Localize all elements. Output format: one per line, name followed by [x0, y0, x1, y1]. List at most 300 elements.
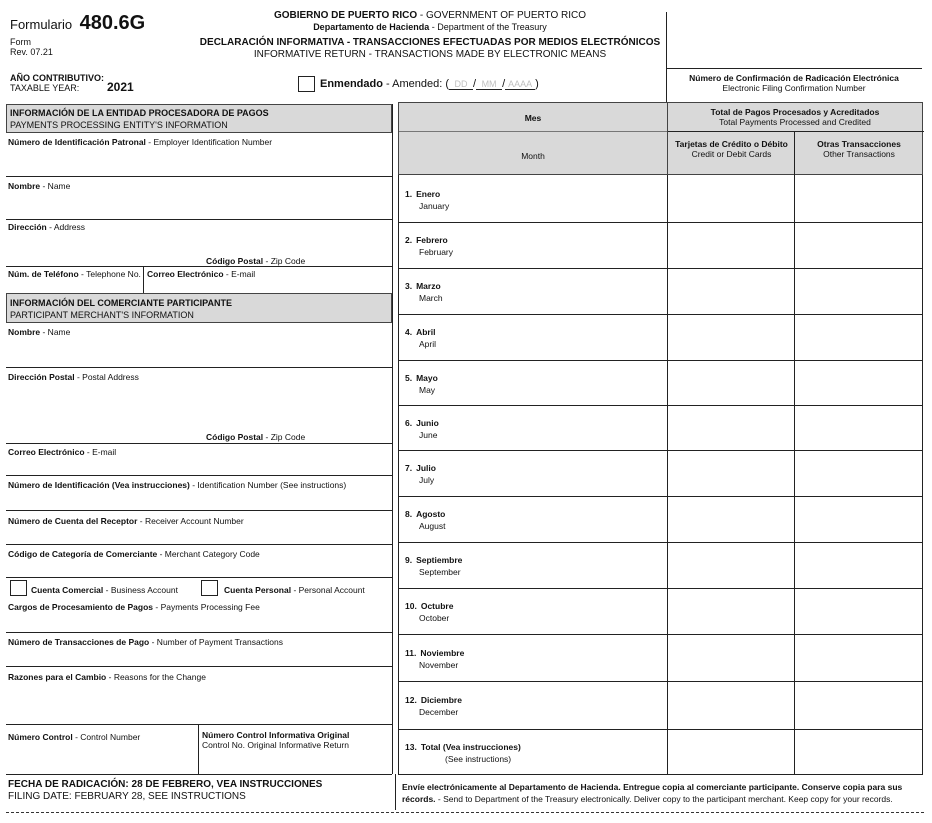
rule: [6, 443, 392, 444]
month-number: 2.: [405, 235, 413, 245]
send-es: Envíe electrónicamente al Departamento de Hacienda. Entregue copia al comerciante participante. Conserve copia para sus récords.: [402, 782, 903, 804]
merchant-postal-input[interactable]: [8, 384, 388, 428]
month-es: Enero: [416, 188, 441, 199]
total-en: Total Payments Processed and Credited: [719, 117, 871, 127]
personal-account-label: [224, 585, 365, 595]
other-amount-cell: [795, 406, 921, 449]
month-es: Junio: [416, 417, 439, 428]
month-number: 11.: [405, 647, 417, 658]
month-es: Total (Vea instrucciones): [420, 741, 521, 752]
month-name-es: [405, 372, 438, 384]
total-header-cell: [667, 102, 923, 175]
row-rule: [398, 542, 923, 543]
mes-label: Mes: [524, 113, 542, 123]
other-amount-input[interactable]: [795, 406, 921, 449]
merchant-id-input[interactable]: [8, 492, 388, 508]
month-name-es: [405, 326, 436, 338]
other-amount-input[interactable]: [795, 589, 921, 633]
month-number: 6.: [405, 417, 413, 428]
merchant-email-label: [8, 447, 116, 457]
p-zip-es: Código Postal: [206, 256, 264, 266]
merchant-title-en: PARTICIPANT MERCHANT'S INFORMATION: [10, 310, 194, 320]
merchant-postal-label: [8, 372, 139, 382]
processor-section-header: [6, 104, 392, 133]
month-en: February: [419, 247, 454, 257]
cards-amount-input[interactable]: [668, 730, 793, 773]
month-row: [398, 681, 923, 729]
rule: [6, 544, 392, 545]
receiver-account-label: [8, 516, 244, 526]
ein-input[interactable]: [8, 150, 388, 174]
total-header-rule: [668, 131, 924, 132]
month-number: 8.: [405, 509, 413, 519]
ntrans-en: - Number of Payment Transactions: [149, 637, 283, 647]
month-es: Noviembre: [420, 647, 465, 658]
processor-name-input[interactable]: [8, 193, 388, 217]
processing-fee-label: [8, 602, 260, 612]
month-name-es: [405, 417, 439, 429]
month-name-es: [405, 741, 521, 753]
other-amount-cell: [795, 315, 921, 359]
cards-label: [668, 139, 795, 159]
cards-amount-cell: [668, 223, 793, 267]
control-divider: [198, 724, 199, 774]
month-row: [398, 360, 923, 405]
confirm-en: Electronic Filing Confirmation Number: [722, 83, 866, 93]
m-email-es: Correo Electrónico: [8, 447, 85, 457]
reasons-es: Razones para el Cambio: [8, 672, 107, 682]
phone-email-divider: [143, 266, 144, 293]
cards-amount-cell: [668, 543, 793, 587]
p-name-en: - Name: [40, 181, 71, 191]
month-es: Marzo: [416, 281, 441, 291]
merchant-id-label: [8, 480, 346, 490]
cards-amount-input[interactable]: [668, 315, 793, 359]
month-number: 4.: [405, 327, 413, 337]
month-number: 12.: [405, 695, 417, 705]
month-label-cell: [405, 417, 439, 441]
merchant-name-input[interactable]: [8, 339, 388, 365]
p-zip-en: - Zip Code: [263, 256, 306, 266]
month-label-cell: [405, 508, 445, 532]
row-rule: [398, 222, 923, 223]
processor-address-input[interactable]: [8, 234, 388, 252]
amended-day[interactable]: DD: [449, 79, 473, 90]
cards-amount-cell: [668, 635, 793, 680]
row-rule: [398, 681, 923, 682]
month-es: Diciembre: [420, 695, 462, 705]
original-control-input[interactable]: [202, 753, 388, 771]
cards-amount-cell: [668, 406, 793, 449]
ein-en: - Employer Identification Number: [145, 137, 273, 147]
p-phone-es: Núm. de Teléfono: [8, 269, 79, 279]
table-right-border: [922, 175, 923, 774]
merchant-title-es: INFORMACIÓN DEL COMERCIANTE PARTICIPANTE: [10, 298, 232, 308]
cards-amount-input[interactable]: [668, 176, 793, 221]
orig-en: Control No. Original Informative Return: [202, 740, 349, 750]
send-instructions: [402, 781, 924, 805]
rule: [6, 774, 392, 775]
control-en: - Control Number: [72, 732, 141, 742]
processor-name-label: [8, 181, 70, 191]
p-name-es: Nombre: [8, 181, 41, 191]
month-header-rule: [399, 131, 668, 132]
other-label: [795, 139, 923, 159]
other-amount-input[interactable]: [795, 635, 921, 680]
month-en: November: [419, 659, 459, 670]
cards-es: Tarjetas de Crédito o Débito: [675, 139, 788, 149]
processor-zip-label: [206, 256, 305, 266]
month-en: July: [419, 475, 435, 485]
other-amount-input[interactable]: [795, 451, 921, 495]
cards-amount-input[interactable]: [668, 451, 793, 495]
month-name-es: [405, 462, 436, 474]
control-number-input[interactable]: [8, 746, 194, 770]
month-label: Month: [521, 151, 545, 161]
rule: [6, 176, 392, 177]
rule: [6, 577, 392, 578]
month-row: [398, 634, 923, 681]
row-rule: [398, 496, 923, 497]
total-label: [668, 107, 922, 127]
business-en: - Business Account: [103, 585, 178, 595]
dept-es: Departamento de Hacienda: [313, 22, 430, 32]
month-number: 7.: [405, 463, 413, 473]
other-amount-input[interactable]: [795, 176, 921, 221]
filing-date: [8, 779, 322, 803]
row-rule: [398, 634, 923, 635]
other-amount-cell: [795, 682, 921, 728]
cards-amount-input[interactable]: [668, 223, 793, 267]
month-row: [398, 222, 923, 268]
other-amount-cell: [795, 543, 921, 587]
month-name-es: [405, 694, 462, 706]
other-amount-cell: [795, 223, 921, 267]
filing-es: FECHA DE RADICACIÓN: 28 DE FEBRERO, VEA INSTRUCCIONES: [8, 779, 323, 790]
amended-checkbox[interactable]: [298, 76, 315, 92]
confirm-es: Número de Confirmación de Radicación Electrónica: [689, 73, 899, 83]
other-en: Other Transactions: [823, 149, 895, 159]
cards-amount-cell: [668, 361, 793, 404]
business-es: Cuenta Comercial: [31, 585, 104, 595]
month-number: 3.: [405, 281, 413, 291]
gov-sep: -: [417, 10, 427, 21]
cards-amount-cell: [668, 589, 793, 633]
title-en: INFORMATIVE RETURN - TRANSACTIONS MADE BY ELECTRONIC MEANS: [253, 49, 607, 60]
month-en: January: [419, 200, 450, 211]
p-email-es: Correo Electrónico: [147, 269, 224, 279]
dept-en: - Department of the Treasury: [429, 22, 547, 32]
other-amount-input[interactable]: [795, 269, 921, 313]
month-row: [398, 314, 923, 360]
cards-amount-input[interactable]: [668, 635, 793, 680]
confirmation-number-input[interactable]: [670, 20, 918, 64]
merchant-name-label: [8, 327, 70, 337]
gov-es: GOBIERNO DE PUERTO RICO: [273, 10, 418, 21]
row-rule: [398, 314, 923, 315]
cards-amount-input[interactable]: [668, 682, 793, 728]
title-es: DECLARACIÓN INFORMATIVA - TRANSACCIONES EFECTUADAS POR MEDIOS ELECTRÓNICOS: [199, 37, 661, 48]
row-rule: [398, 268, 923, 269]
business-account-label: [31, 585, 178, 595]
control-es: Número Control: [8, 732, 73, 742]
merchant-zip-label: [206, 432, 305, 442]
cards-amount-cell: [668, 682, 793, 728]
panel-divider-lower: [395, 774, 396, 810]
month-label-cell: [405, 554, 462, 578]
processor-email-input[interactable]: [147, 280, 387, 292]
month-row: [398, 588, 923, 634]
amended-slash-1: /: [473, 78, 477, 90]
cards-amount-input[interactable]: [668, 543, 793, 587]
m-name-es: Nombre: [8, 327, 41, 337]
m-zip-en: - Zip Code: [263, 432, 306, 442]
cards-en: Credit or Debit Cards: [691, 149, 772, 159]
rule: [6, 475, 392, 476]
personal-en: - Personal Account: [291, 585, 365, 595]
other-amount-input[interactable]: [795, 543, 921, 587]
table-left-border: [398, 175, 399, 774]
rule: [6, 219, 392, 220]
month-en: August: [419, 521, 446, 531]
amended-es: Enmendado: [320, 78, 383, 90]
cards-amount-input[interactable]: [668, 406, 793, 449]
m-id-en: - Identification Number (See instructions): [189, 480, 347, 490]
m-postal-es: Dirección Postal: [8, 372, 75, 382]
ein-es: Número de Identificación Patronal: [8, 137, 146, 147]
other-amount-input[interactable]: [795, 223, 921, 267]
original-control-label: [202, 730, 349, 750]
month-en: March: [419, 293, 443, 303]
fee-en: - Payments Processing Fee: [153, 602, 260, 612]
month-en: May: [419, 384, 436, 395]
month-en: October: [419, 613, 450, 623]
month-row: [398, 729, 923, 774]
m-zip-es: Código Postal: [206, 432, 264, 442]
control-number-label: [8, 732, 140, 742]
business-account-checkbox[interactable]: [10, 580, 27, 596]
other-amount-input[interactable]: [795, 361, 921, 404]
merchant-email-input[interactable]: [8, 459, 388, 473]
table-bottom-border: [398, 774, 923, 775]
month-row: [398, 542, 923, 588]
cards-amount-input[interactable]: [668, 589, 793, 633]
month-name-es: [405, 600, 453, 612]
other-amount-cell: [795, 176, 921, 221]
month-label-cell: [405, 372, 438, 396]
month-header-cell: [398, 102, 667, 175]
month-en: June: [419, 429, 438, 440]
rule: [6, 510, 392, 511]
p-address-en: - Address: [46, 222, 86, 232]
cards-amount-cell: [668, 176, 793, 221]
reasons-en: - Reasons for the Change: [106, 672, 206, 682]
amended-month[interactable]: MM: [476, 79, 502, 90]
month-name-es: [405, 554, 462, 566]
other-amount-input[interactable]: [795, 730, 921, 773]
p-address-es: Dirección: [8, 222, 47, 232]
fee-es: Cargos de Procesamiento de Pagos: [8, 602, 154, 612]
other-amount-input[interactable]: [795, 682, 921, 728]
form-label-en: Form: [10, 37, 31, 47]
month-es: Julio: [416, 463, 436, 473]
cards-amount-cell: [668, 451, 793, 495]
cards-amount-cell: [668, 269, 793, 313]
month-name-es: [405, 508, 445, 520]
amended-label: [320, 78, 539, 90]
m-email-en: - E-mail: [84, 447, 117, 457]
amended-en: - Amended: (: [382, 78, 449, 90]
other-amount-cell: [795, 269, 921, 313]
month-number: 1.: [405, 188, 413, 199]
receiver-account-input[interactable]: [8, 528, 388, 542]
cards-amount-cell: [668, 497, 793, 541]
month-number: 10.: [405, 601, 417, 611]
cards-amount-input[interactable]: [668, 269, 793, 313]
other-amount-input[interactable]: [795, 497, 921, 541]
filing-en: FILING DATE: FEBRUARY 28, SEE INSTRUCTIONS: [8, 791, 246, 802]
rule: [6, 266, 392, 267]
cards-amount-input[interactable]: [668, 497, 793, 541]
month-label-cell: [405, 280, 443, 304]
month-number: 9.: [405, 555, 413, 565]
month-label-cell: [405, 188, 449, 212]
processor-email-label: [147, 269, 255, 279]
month-number: 13.: [405, 741, 417, 752]
send-en: - Send to Department of the Treasury electronically. Deliver copy to the participant merchant. Keep copy for your records.: [435, 794, 893, 804]
cat-en: - Merchant Category Code: [157, 549, 260, 559]
cut-line: [6, 812, 924, 813]
amended-year[interactable]: AAAA: [505, 79, 535, 90]
amended-slash-2: /: [502, 78, 506, 90]
other-es: Otras Transacciones: [817, 139, 901, 149]
other-amount-cell: [795, 497, 921, 541]
orig-es: Número Control Informativa Original: [202, 730, 350, 740]
m-postal-en: - Postal Address: [74, 372, 139, 382]
row-rule: [398, 450, 923, 451]
month-label-cell: [405, 741, 521, 765]
other-amount-cell: [795, 589, 921, 633]
merchant-category-input[interactable]: [8, 561, 388, 575]
tax-year-value: 2021: [107, 80, 134, 94]
processor-address-label: [8, 222, 85, 232]
month-row: [398, 268, 923, 314]
tax-year-en: TAXABLE YEAR:: [10, 83, 80, 93]
table-col-1-border: [667, 175, 668, 774]
processor-phone-input[interactable]: [8, 280, 140, 292]
form-id: [10, 12, 145, 35]
ein-label: [8, 137, 272, 147]
cat-es: Código de Categoría de Comerciante: [8, 549, 158, 559]
reasons-input[interactable]: [8, 684, 388, 722]
month-name-es: [405, 280, 443, 292]
month-en: December: [419, 707, 459, 717]
month-label-cell: [405, 694, 462, 718]
tax-year-label: [10, 73, 104, 93]
rule: [6, 666, 392, 667]
month-label-cell: [405, 647, 464, 671]
p-email-en: - E-mail: [223, 269, 256, 279]
merchant-section-header: [6, 293, 392, 323]
tax-year-es: AÑO CONTRIBUTIVO:: [10, 73, 104, 83]
num-transactions-label: [8, 637, 283, 647]
other-amount-input[interactable]: [795, 315, 921, 359]
month-en: (See instructions): [445, 753, 512, 764]
month-label-cell: [405, 234, 453, 258]
month-label-cell: [405, 326, 436, 350]
month-row: [398, 450, 923, 496]
month-es: Septiembre: [416, 555, 463, 565]
total-es: Total de Pagos Procesados y Acreditados: [710, 107, 880, 117]
month-en: September: [419, 567, 461, 577]
rule: [6, 367, 392, 368]
amended-close: ): [535, 78, 539, 90]
month-row: [398, 496, 923, 542]
form-revision: Rev. 07.21: [10, 47, 53, 57]
m-id-es: Número de Identificación (Vea instrucciones): [8, 480, 190, 490]
acct-en: - Receiver Account Number: [137, 516, 244, 526]
month-es: Abril: [416, 327, 436, 337]
personal-account-checkbox[interactable]: [201, 580, 218, 596]
m-name-en: - Name: [40, 327, 71, 337]
row-rule: [398, 360, 923, 361]
processor-phone-label: [8, 269, 141, 279]
acct-es: Número de Cuenta del Receptor: [8, 516, 138, 526]
merchant-category-label: [8, 549, 260, 559]
cards-amount-input[interactable]: [668, 361, 793, 404]
month-name-es: [405, 234, 453, 246]
processor-title-en: PAYMENTS PROCESSING ENTITY'S INFORMATION: [10, 120, 228, 130]
confirm-label: [668, 73, 920, 93]
month-label-cell: [405, 600, 453, 624]
month-es: Mayo: [416, 372, 438, 383]
num-transactions-input[interactable]: [8, 649, 388, 664]
header-center: [170, 10, 690, 60]
ntrans-es: Número de Transacciones de Pago: [8, 637, 150, 647]
processing-fee-input[interactable]: [8, 614, 388, 630]
gov-en: GOVERNMENT OF PUERTO RICO: [426, 10, 587, 21]
personal-es: Cuenta Personal: [224, 585, 292, 595]
other-amount-cell: [795, 635, 921, 680]
left-panel-right-border: [392, 104, 393, 774]
month-es: Agosto: [416, 509, 446, 519]
month-row: [398, 175, 923, 222]
row-rule: [398, 729, 923, 730]
processor-title-es: INFORMACIÓN DE LA ENTIDAD PROCESADORA DE PAGOS: [10, 108, 269, 118]
month-en: April: [419, 339, 437, 349]
row-rule: [398, 405, 923, 406]
other-amount-cell: [795, 730, 921, 773]
row-rule: [398, 588, 923, 589]
reasons-label: [8, 672, 206, 682]
p-phone-en: - Telephone No.: [78, 269, 141, 279]
form-number: 480.6G: [79, 12, 146, 34]
cards-amount-cell: [668, 730, 793, 773]
month-label-cell: [405, 462, 436, 486]
month-row: [398, 405, 923, 450]
table-col-2-border: [794, 175, 795, 774]
other-amount-cell: [795, 361, 921, 404]
month-number: 5.: [405, 372, 413, 383]
month-es: Febrero: [416, 235, 448, 245]
month-name-es: [405, 647, 464, 659]
form-label-es: Formulario: [10, 17, 73, 32]
confirm-box-left: [666, 12, 667, 103]
month-name-es: [405, 188, 449, 200]
confirm-box-top-rule: [666, 68, 922, 69]
cards-amount-cell: [668, 315, 793, 359]
rule: [6, 632, 392, 633]
